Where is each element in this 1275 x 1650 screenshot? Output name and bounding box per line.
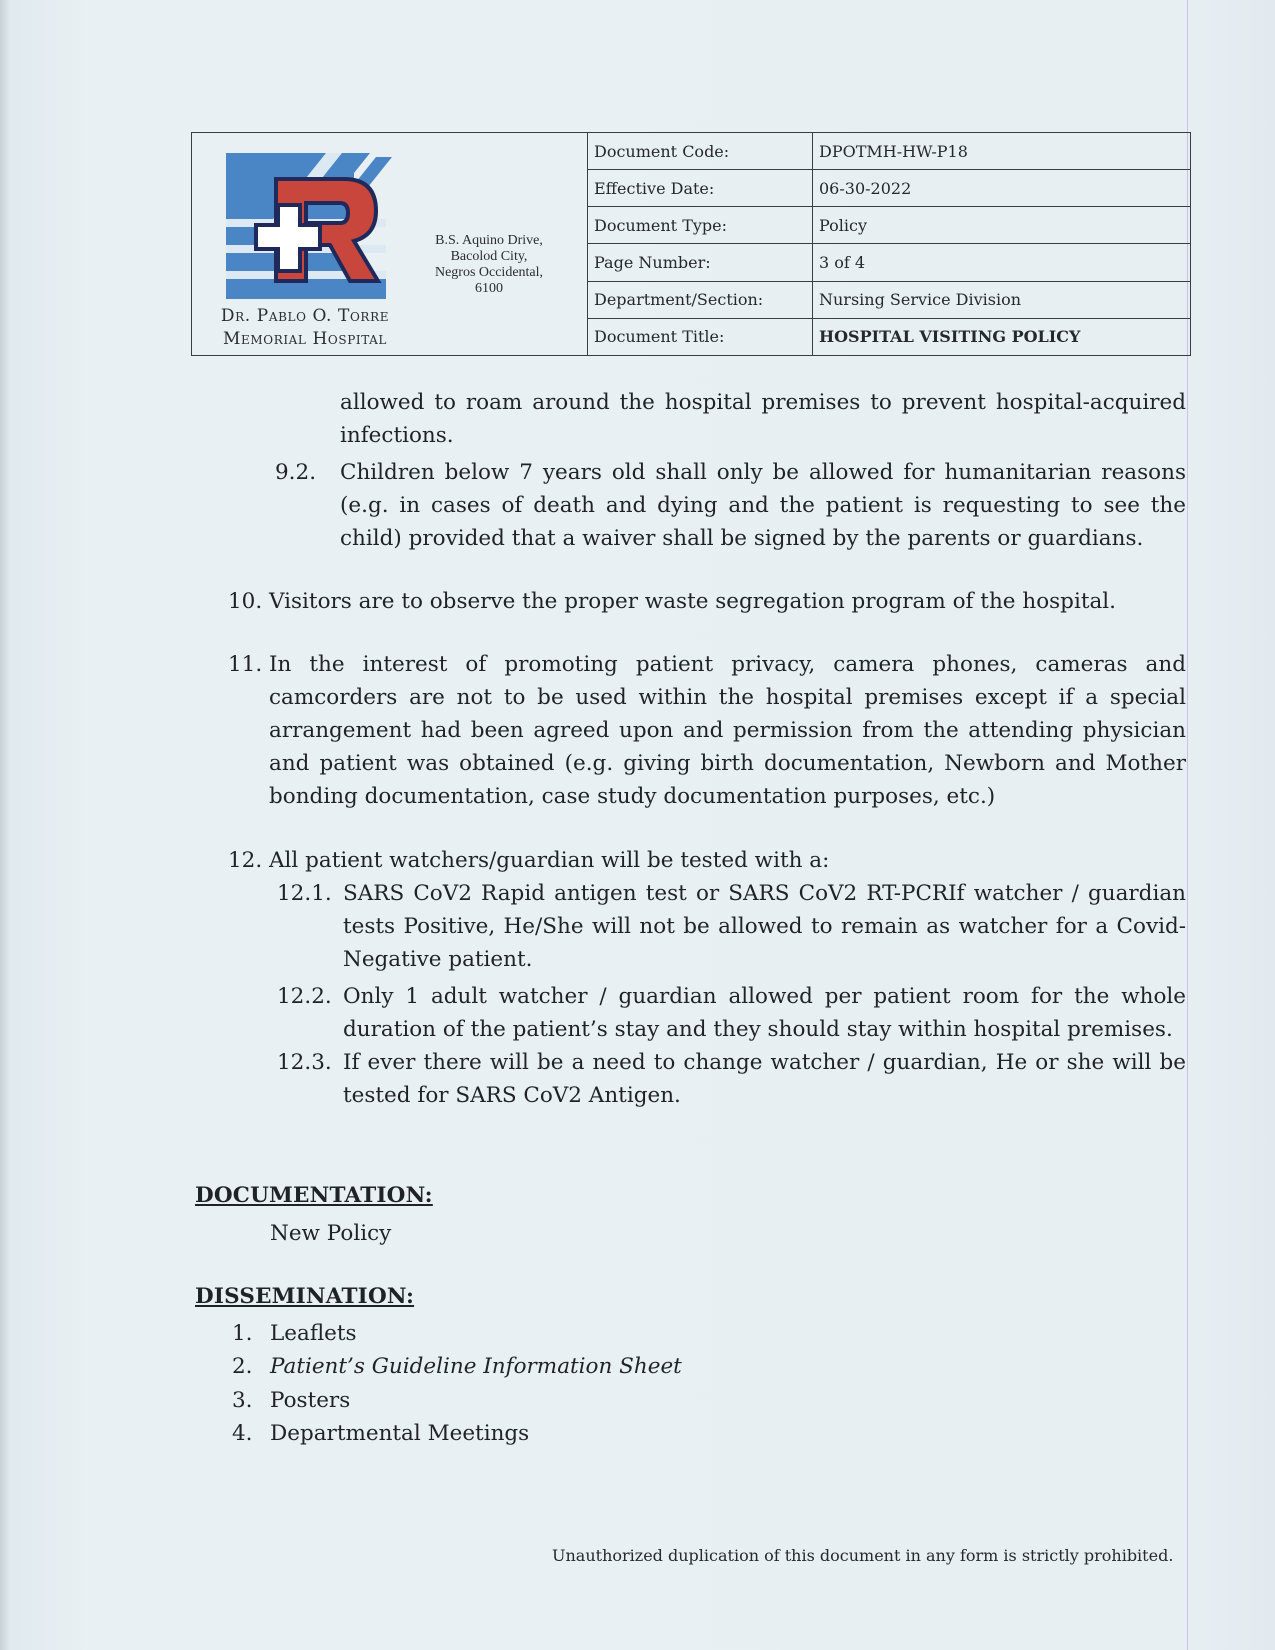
scan-edge-shadow [0,0,10,1650]
list-number: 2. [232,1354,253,1379]
hospital-logo-icon [226,153,396,299]
dissemination-item: Departmental Meetings [270,1421,530,1446]
hospital-name [200,305,410,351]
item-11-line: bonding documentation, case study documentation purposes, etc.) [269,784,996,809]
meta-label: Document Type: [588,207,813,244]
meta-label: Document Code: [588,133,813,170]
item-11-line: camcorders are not to be used within the hospital premises except if a special [269,685,1186,710]
item-number: 11. [228,652,263,677]
item-9-2-line: Children below 7 years old shall only be allowed for humanitarian reasons [340,460,1186,485]
footer-notice: Unauthorized duplication of this document in any form is strictly prohibited. [552,1546,1174,1565]
item-11-line: arrangement had been agreed upon and permission from the attending physician [269,718,1186,743]
meta-row-effective-date [588,170,1190,207]
document-meta-table [588,133,1190,355]
continuation-line: allowed to roam around the hospital premises to prevent hospital-acquired [340,390,1186,415]
meta-value: 06-30-2022 [813,170,1191,207]
logo-cell [192,133,588,355]
dissemination-item: Posters [270,1388,351,1413]
item-12-2-line: duration of the patient’s stay and they should stay within hospital premises. [343,1017,1173,1042]
item-11-line: and patient was obtained (e.g. giving birth documentation, Newborn and Mother [269,751,1186,776]
address-line: Negros Occidental, [434,265,544,280]
item-12-line: All patient watchers/guardian will be tested with a: [269,848,830,873]
meta-row-document-type [588,207,1190,244]
meta-row-department [588,281,1190,318]
meta-value: Nursing Service Division [813,281,1191,318]
item-number: 12.2. [277,984,332,1009]
item-12-3-line: tested for SARS CoV2 Antigen. [343,1083,681,1108]
meta-value: Policy [813,207,1191,244]
document-header [191,132,1191,356]
hospital-name-line2: Memorial Hospital [223,329,387,349]
documentation-heading: DOCUMENTATION: [195,1183,433,1208]
address-line: 6100 [475,281,503,296]
documentation-text: New Policy [270,1221,392,1246]
meta-value-title: HOSPITAL VISITING POLICY [813,318,1191,355]
meta-row-document-code [588,133,1190,170]
address-line: Bacolod City, [450,249,528,264]
hospital-address [414,233,564,297]
dissemination-heading: DISSEMINATION: [195,1284,415,1309]
item-12-1-line: Negative patient. [343,947,533,972]
meta-row-page-number [588,244,1190,281]
item-12-3-line: If ever there will be a need to change watcher / guardian, He or she will be [343,1050,1186,1075]
item-9-2-line: child) provided that a waiver shall be signed by the parents or guardians. [340,526,1144,551]
item-number: 12. [228,848,263,873]
item-10-line: Visitors are to observe the proper waste segregation program of the hospital. [269,589,1116,614]
item-11-line: In the interest of promoting patient privacy, camera phones, cameras and [269,652,1186,677]
item-9-2-line: (e.g. in cases of death and dying and the patient is requesting to see the [340,493,1186,518]
meta-row-document-title [588,318,1190,355]
item-12-1-line: tests Positive, He/She will not be allowed to remain as watcher for a Covid- [343,914,1186,939]
item-12-1-line: SARS CoV2 Rapid antigen test or SARS CoV2 RT-PCRIf watcher / guardian [343,881,1186,906]
list-number: 4. [232,1421,253,1446]
item-number: 9.2. [275,460,317,485]
list-number: 3. [232,1388,253,1413]
meta-label: Effective Date: [588,170,813,207]
item-number: 10. [228,589,263,614]
meta-value: DPOTMH-HW-P18 [813,133,1191,170]
meta-label: Document Title: [588,318,813,355]
dissemination-item: Patient’s Guideline Information Sheet [270,1354,682,1379]
item-number: 12.1. [277,881,332,906]
address-line: B.S. Aquino Drive, [435,233,543,248]
item-number: 12.3. [277,1050,332,1075]
continuation-line: infections. [340,423,454,448]
list-number: 1. [232,1321,253,1346]
meta-label: Department/Section: [588,281,813,318]
item-12-2-line: Only 1 adult watcher / guardian allowed per patient room for the whole [343,984,1186,1009]
meta-label: Page Number: [588,244,813,281]
dissemination-item: Leaflets [270,1321,357,1346]
meta-value: 3 of 4 [813,244,1191,281]
hospital-name-line1: Dr. Pablo O. Torre [220,306,390,326]
